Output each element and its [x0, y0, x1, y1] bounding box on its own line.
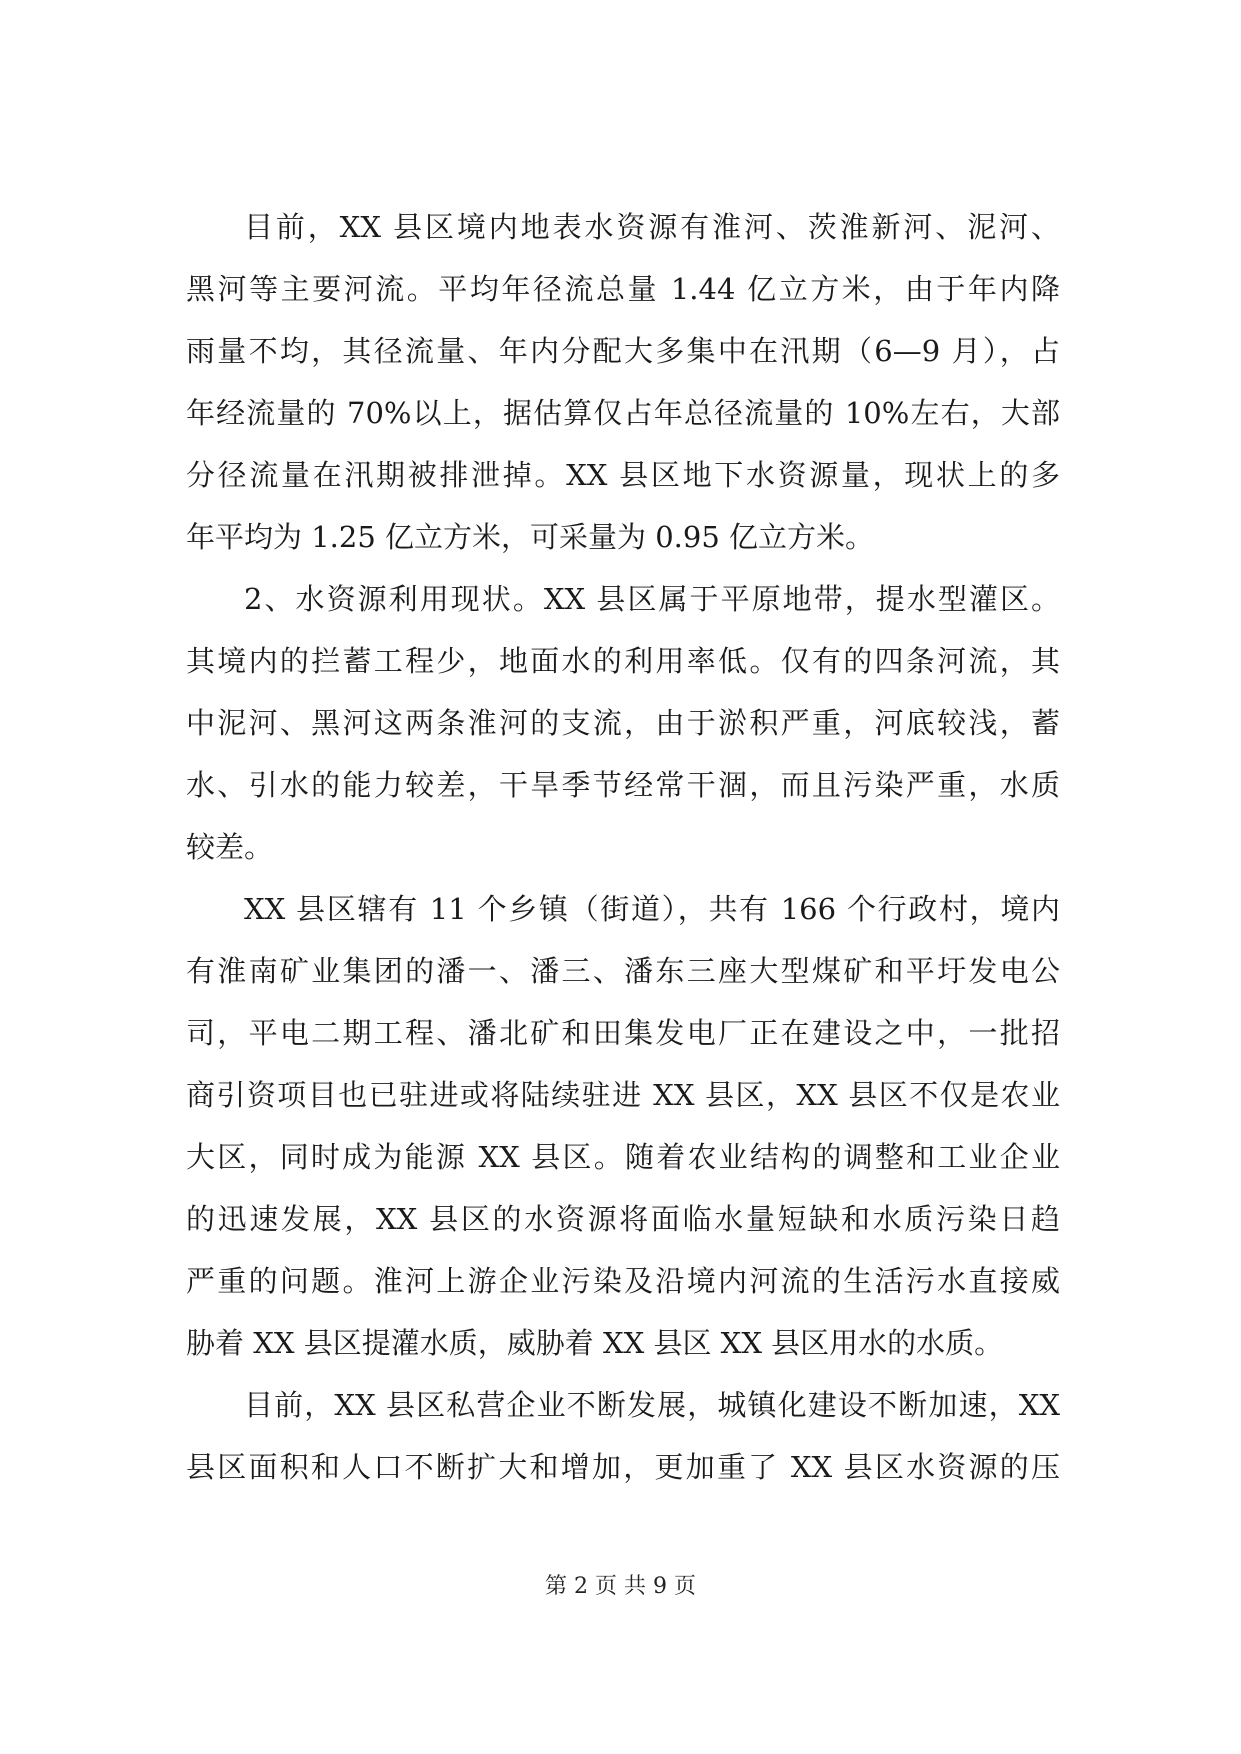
text-line: 商引资项目也已驻进或将陆续驻进 XX 县区，XX 县区不仅是农业 [186, 1078, 1060, 1112]
paragraph-county-overview [186, 878, 1060, 1374]
text-line: 的迅速发展，XX 县区的水资源将面临水量短缺和水质污染日趋 [186, 1202, 1060, 1236]
text-line: 雨量不均，其径流量、年内分配大多集中在汛期（6—9 月），占 [186, 334, 1060, 368]
text-line: 严重的问题。淮河上游企业污染及沿境内河流的生活污水直接威 [186, 1264, 1060, 1298]
paragraph-private-enterprise [186, 1374, 1060, 1498]
text-line: 胁着 XX 县区提灌水质，威胁着 XX 县区 XX 县区用水的水质。 [186, 1326, 1004, 1360]
document-body [186, 196, 1060, 1498]
text-line: 目前，XX 县区私营企业不断发展，城镇化建设不断加速，XX [244, 1388, 1060, 1422]
text-line: 其境内的拦蓄工程少，地面水的利用率低。仅有的四条河流，其 [186, 644, 1060, 678]
text-line: 较差。 [186, 830, 274, 864]
text-line: 2、水资源利用现状。XX 县区属于平原地带，提水型灌区。 [244, 582, 1060, 616]
text-line: XX 县区辖有 11 个乡镇（街道），共有 166 个行政村，境内 [244, 892, 1060, 926]
text-line: 有淮南矿业集团的潘一、潘三、潘东三座大型煤矿和平圩发电公 [186, 954, 1060, 988]
page-number-footer: 第 2 页 共 9 页 [545, 1574, 696, 1599]
text-line: 分径流量在汛期被排泄掉。XX 县区地下水资源量，现状上的多 [186, 458, 1060, 492]
text-line: 黑河等主要河流。平均年径流总量 1.44 亿立方米，由于年内降 [186, 272, 1060, 306]
paragraph-water-utilization [186, 568, 1060, 878]
text-line: 目前，XX 县区境内地表水资源有淮河、茨淮新河、泥河、 [244, 210, 1060, 244]
text-line: 年经流量的 70%以上，据估算仅占年总径流量的 10%左右，大部 [186, 396, 1060, 430]
text-line: 县区面积和人口不断扩大和增加，更加重了 XX 县区水资源的压 [186, 1450, 1060, 1484]
text-line: 大区，同时成为能源 XX 县区。随着农业结构的调整和工业企业 [186, 1140, 1060, 1174]
text-line: 水、引水的能力较差，干旱季节经常干涸，而且污染严重，水质 [186, 768, 1060, 802]
paragraph-surface-water [186, 196, 1060, 568]
text-line: 中泥河、黑河这两条淮河的支流，由于淤积严重，河底较浅，蓄 [186, 706, 1060, 740]
text-line: 年平均为 1.25 亿立方米，可采量为 0.95 亿立方米。 [186, 520, 875, 554]
text-line: 司，平电二期工程、潘北矿和田集发电厂正在建设之中，一批招 [186, 1016, 1060, 1050]
